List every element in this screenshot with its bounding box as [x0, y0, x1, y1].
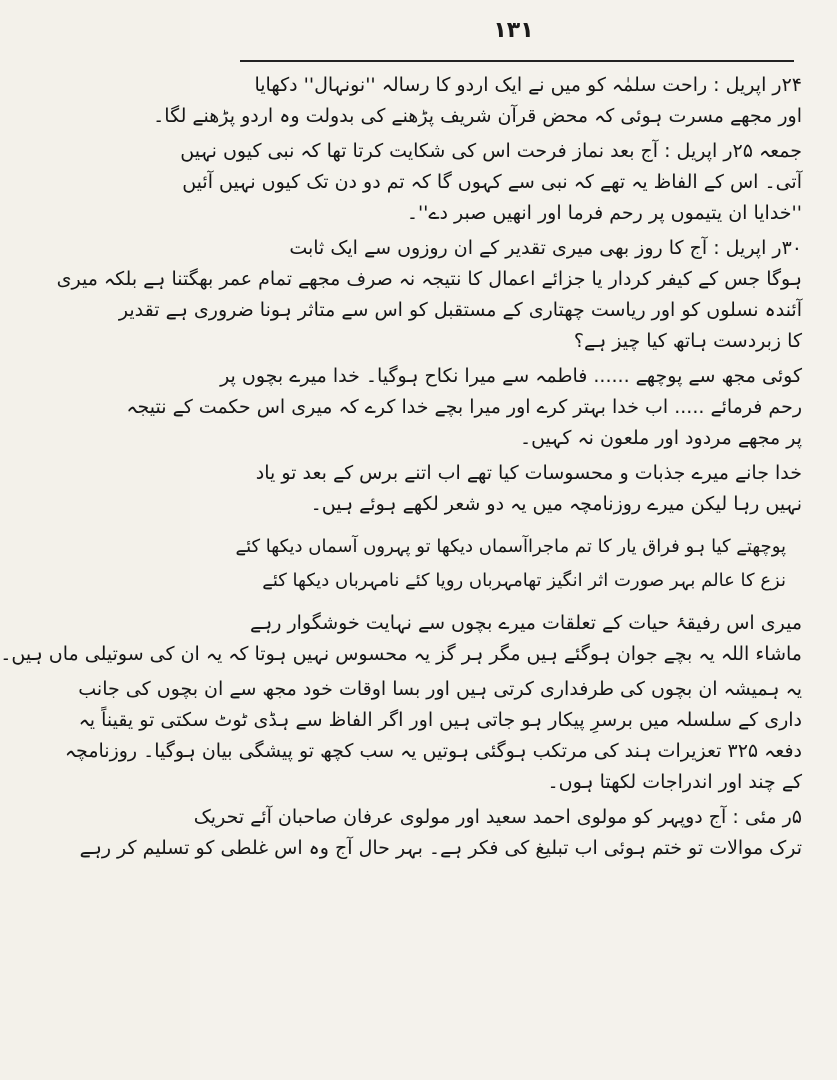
verse-second-hemistich: آسماں دیکھا تو پہروں آسماں دیکھا کئے: [235, 536, 528, 557]
paragraphs-after-verse: [0, 608, 802, 864]
text-line: ''خدایا ان یتیموں پر رحم فرما اور انھیں صبر دے''۔: [406, 202, 802, 224]
paragraph: [56, 233, 802, 357]
paragraph: [0, 608, 802, 670]
paragraph: [64, 674, 802, 798]
verse-row: [235, 530, 802, 564]
paragraph: [242, 458, 802, 520]
page-number: ۱۳۱: [493, 18, 534, 43]
paragraph: [126, 361, 802, 454]
text-line: داری کے سلسلہ میں برسرِ پیکار ہو جاتی ہیں اور اگر الفاظ سے ہڈی ٹوٹ سکتی تو یقیناً یہ: [78, 709, 802, 731]
verse-second-hemistich: مہرباں رویا کئے نامہرباں دیکھا کئے: [262, 570, 523, 591]
text-line: رحم فرمائے ..... اب خدا بہتر کرے اور میرا بچے خدا کرے کہ میری اس حکمت کے نتیجہ: [126, 396, 802, 418]
paragraph: [180, 136, 802, 229]
text-line: نہیں رہا لیکن میرے روزنامچہ میں یہ دو شعر لکھے ہوئے ہیں۔: [310, 493, 802, 515]
text-line: کے چند اور اندراجات لکھتا ہوں۔: [547, 771, 802, 793]
header-rule: [240, 60, 794, 62]
text-line: ماشاء اللہ یہ بچے جوان ہوگئے ہیں مگر ہر گز یہ محسوس نہیں ہوتا کہ یہ ان کی سوتیلی ماں ہیں۔: [0, 643, 802, 665]
text-line: ۳۰ر اپریل : آج کا روز بھی میری تقدیر کے ان روزوں سے ایک ثابت: [289, 237, 802, 259]
text-line: میری اس رفیقۂ حیات کے تعلقات میرے بچوں سے نہایت خوشگوار رہے: [249, 612, 802, 634]
text-line: آئندہ نسلوں کو اور ریاست چھتاری کے مستقبل کو اس سے متاثر ہونا ضروری ہے تقدیر: [118, 299, 802, 321]
text-line: یہ ہمیشہ ان بچوں کی طرفداری کرتی ہیں اور بسا اوقات خود مجھ سے ان بچوں کی جانب: [78, 678, 802, 700]
text-line: ۵ر مئی : آج دوپہر کو مولوی احمد سعید اور مولوی عرفان صاحبان آئے تحریک: [193, 806, 802, 828]
text-line: ہوگا جس کے کیفر کردار یا جزائے اعمال کا نتیجہ نہ صرف مجھے تمام عمر بھگتنا ہے بلکہ میری: [56, 268, 802, 290]
page-body: [0, 70, 802, 1070]
verse-block: [235, 530, 802, 598]
text-line: خدا جانے میرے جذبات و محسوسات کیا تھے اب اتنے برس کے بعد تو یاد: [255, 462, 802, 484]
paragraphs-before-verse: [56, 70, 802, 520]
paragraph: [153, 70, 802, 132]
text-line: آتی۔ اس کے الفاظ یہ تھے کہ نبی سے کہوں گا کہ تم دو دن تک کیوں نہیں آئیں: [182, 171, 802, 193]
text-line: کا زبردست ہاتھ کیا چیز ہے؟: [573, 330, 802, 352]
text-line: جمعہ ۲۵ر اپریل : آج بعد نماز فرحت اس کی شکایت کرتا تھا کہ نبی کیوں نہیں: [180, 140, 802, 162]
text-line: ۲۴ر اپریل : راحت سلمٰہ کو میں نے ایک اردو کا رسالہ ''نونہال'' دکھایا: [254, 74, 802, 96]
text-line: دفعہ ۳۲۵ تعزیرات ہند کی مرتکب ہوگئی ہوتیں یہ سب کچھ تو پیشگی بیان ہوگیا۔ روزنامچہ: [64, 740, 802, 762]
text-line: اور مجھے مسرت ہوئی کہ محض قرآن شریف پڑھنے کی بدولت وہ اردو پڑھنے لگا۔: [153, 105, 802, 127]
paragraph: [79, 802, 802, 864]
verse-row: [242, 564, 802, 598]
verse-first-hemistich: پوچھتے کیا ہو فراق یار کا تم ماجرا: [527, 536, 786, 557]
text-line: پر مجھے مردود اور ملعون نہ کہیں۔: [519, 427, 802, 449]
verse-first-hemistich: نزع کا عالم بہر صورت اثر انگیز تھا: [522, 570, 786, 591]
text-line: کوئی مجھ سے پوچھے ...... فاطمہ سے میرا نکاح ہوگیا۔ خدا میرے بچوں پر: [220, 365, 802, 387]
text-line: ترک موالات تو ختم ہوئی اب تبلیغ کی فکر ہے۔ بہر حال آج وہ اس غلطی کو تسلیم کر رہے: [79, 837, 802, 859]
